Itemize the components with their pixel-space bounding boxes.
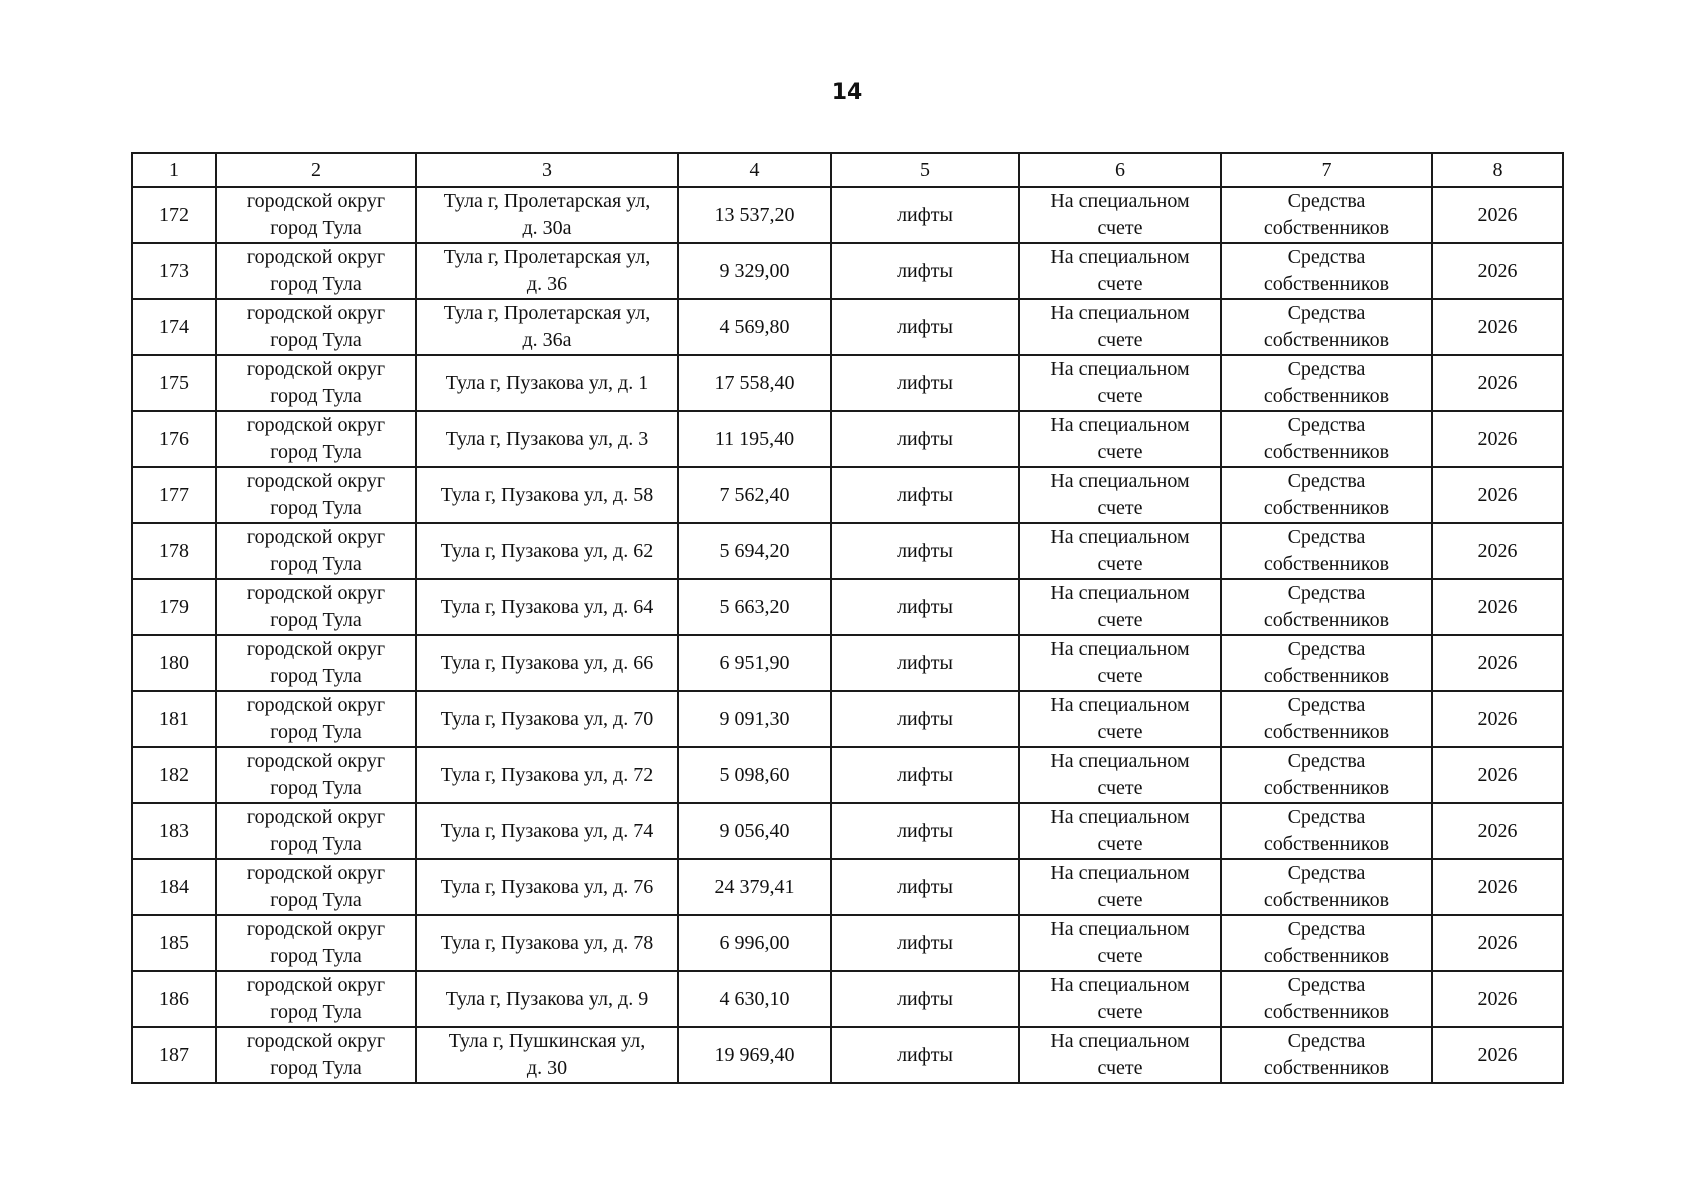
funding-source-cell-line: Средства (1287, 806, 1366, 828)
address-cell-line: Тула г, Пузакова ул, д. 70 (440, 707, 654, 730)
funding-source-cell-line: Средства (1287, 582, 1366, 604)
row-number-cell: 172 (132, 187, 216, 243)
address-cell (416, 635, 678, 691)
district-cell (216, 859, 416, 915)
work-type-cell: лифты (831, 579, 1019, 635)
work-type-cell: лифты (831, 691, 1019, 747)
table-row (132, 971, 1563, 1027)
row-number-cell: 184 (132, 859, 216, 915)
work-type-cell: лифты (831, 299, 1019, 355)
address-cell (416, 747, 678, 803)
funding-source-cell-line: Средства (1287, 862, 1366, 884)
district-cell-line: город Тула (270, 497, 362, 519)
district-cell-line: городской округ (246, 190, 386, 212)
work-type-cell: лифты (831, 523, 1019, 579)
amount-cell: 13 537,20 (678, 187, 831, 243)
column-header: 6 (1019, 153, 1221, 187)
account-cell-line: На специальном (1050, 918, 1190, 940)
row-number-cell: 182 (132, 747, 216, 803)
row-number-cell: 180 (132, 635, 216, 691)
account-cell (1019, 579, 1221, 635)
district-cell (216, 355, 416, 411)
district-cell (216, 971, 416, 1027)
funding-source-cell-line: Средства (1287, 190, 1366, 212)
district-cell-line: городской округ (246, 302, 386, 324)
funding-source-cell-line: собственников (1263, 553, 1390, 575)
table-row (132, 355, 1563, 411)
district-cell-line: городской округ (246, 358, 386, 380)
account-cell (1019, 523, 1221, 579)
account-cell (1019, 915, 1221, 971)
amount-cell: 5 098,60 (678, 747, 831, 803)
account-cell-line: счете (1097, 329, 1143, 351)
district-cell (216, 299, 416, 355)
work-type-cell: лифты (831, 243, 1019, 299)
funding-source-cell (1221, 411, 1432, 467)
funding-source-cell-line: собственников (1263, 889, 1390, 911)
funding-source-cell (1221, 747, 1432, 803)
district-cell (216, 1027, 416, 1083)
table-row (132, 635, 1563, 691)
district-cell-line: город Тула (270, 609, 362, 631)
row-number-cell: 178 (132, 523, 216, 579)
district-cell-line: городской округ (246, 806, 386, 828)
district-cell-line: город Тула (270, 1057, 362, 1079)
work-type-cell: лифты (831, 1027, 1019, 1083)
registry-table (131, 152, 1564, 1084)
funding-source-cell-line: собственников (1263, 385, 1390, 407)
address-cell (416, 467, 678, 523)
account-cell-line: счете (1097, 721, 1143, 743)
address-cell-line: Тула г, Пузакова ул, д. 76 (440, 875, 654, 898)
funding-source-cell-line: Средства (1287, 1030, 1366, 1052)
funding-source-cell-line: собственников (1263, 273, 1390, 295)
funding-source-cell-line: собственников (1263, 665, 1390, 687)
district-cell (216, 187, 416, 243)
account-cell-line: На специальном (1050, 470, 1190, 492)
account-cell (1019, 411, 1221, 467)
account-cell (1019, 1027, 1221, 1083)
row-number-cell: 175 (132, 355, 216, 411)
address-cell-line: Тула г, Пролетарская ул, (443, 190, 651, 212)
amount-cell: 19 969,40 (678, 1027, 831, 1083)
funding-source-cell-line: Средства (1287, 974, 1366, 996)
table-row (132, 579, 1563, 635)
address-cell (416, 355, 678, 411)
address-cell-line: Тула г, Пролетарская ул, (443, 246, 651, 268)
funding-source-cell-line: Средства (1287, 470, 1366, 492)
address-cell (416, 859, 678, 915)
district-cell-line: город Тула (270, 889, 362, 911)
row-number-cell: 176 (132, 411, 216, 467)
district-cell-line: городской округ (246, 582, 386, 604)
address-cell-line: Тула г, Пузакова ул, д. 58 (440, 483, 654, 506)
district-cell (216, 915, 416, 971)
column-header: 8 (1432, 153, 1563, 187)
year-cell: 2026 (1432, 355, 1563, 411)
district-cell-line: город Тула (270, 945, 362, 967)
account-cell-line: На специальном (1050, 190, 1190, 212)
funding-source-cell-line: Средства (1287, 302, 1366, 324)
funding-source-cell (1221, 355, 1432, 411)
column-header: 3 (416, 153, 678, 187)
district-cell-line: городской округ (246, 918, 386, 940)
column-header: 4 (678, 153, 831, 187)
table-row (132, 747, 1563, 803)
funding-source-cell-line: Средства (1287, 694, 1366, 716)
table-row (132, 467, 1563, 523)
account-cell-line: счете (1097, 609, 1143, 631)
funding-source-cell-line: собственников (1263, 945, 1390, 967)
funding-source-cell-line: Средства (1287, 246, 1366, 268)
account-cell-line: счете (1097, 497, 1143, 519)
district-cell-line: город Тула (270, 273, 362, 295)
year-cell: 2026 (1432, 411, 1563, 467)
work-type-cell: лифты (831, 859, 1019, 915)
funding-source-cell (1221, 1027, 1432, 1083)
column-header: 5 (831, 153, 1019, 187)
district-cell (216, 691, 416, 747)
account-cell-line: На специальном (1050, 302, 1190, 324)
year-cell: 2026 (1432, 635, 1563, 691)
funding-source-cell-line: собственников (1263, 1057, 1390, 1079)
row-number-cell: 183 (132, 803, 216, 859)
district-cell-line: город Тула (270, 833, 362, 855)
address-cell (416, 1027, 678, 1083)
table-row (132, 187, 1563, 243)
funding-source-cell (1221, 299, 1432, 355)
address-cell (416, 915, 678, 971)
funding-source-cell-line: собственников (1263, 1001, 1390, 1023)
amount-cell: 6 996,00 (678, 915, 831, 971)
funding-source-cell (1221, 187, 1432, 243)
year-cell: 2026 (1432, 1027, 1563, 1083)
column-header: 2 (216, 153, 416, 187)
funding-source-cell (1221, 579, 1432, 635)
year-cell: 2026 (1432, 579, 1563, 635)
district-cell-line: город Тула (270, 665, 362, 687)
funding-source-cell-line: собственников (1263, 217, 1390, 239)
address-cell-line: Тула г, Пузакова ул, д. 74 (440, 819, 654, 842)
account-cell (1019, 243, 1221, 299)
amount-cell: 11 195,40 (678, 411, 831, 467)
district-cell (216, 467, 416, 523)
address-cell (416, 243, 678, 299)
table-row (132, 1027, 1563, 1083)
account-cell-line: На специальном (1050, 526, 1190, 548)
work-type-cell: лифты (831, 467, 1019, 523)
district-cell (216, 747, 416, 803)
district-cell-line: город Тула (270, 217, 362, 239)
district-cell-line: город Тула (270, 1001, 362, 1023)
row-number-cell: 187 (132, 1027, 216, 1083)
address-cell (416, 803, 678, 859)
district-cell-line: город Тула (270, 721, 362, 743)
work-type-cell: лифты (831, 355, 1019, 411)
funding-source-cell-line: собственников (1263, 329, 1390, 351)
account-cell-line: На специальном (1050, 862, 1190, 884)
account-cell-line: На специальном (1050, 358, 1190, 380)
header-row (132, 153, 1563, 187)
funding-source-cell-line: собственников (1263, 833, 1390, 855)
account-cell-line: счете (1097, 889, 1143, 911)
row-number-cell: 186 (132, 971, 216, 1027)
table-row (132, 411, 1563, 467)
year-cell: 2026 (1432, 691, 1563, 747)
funding-source-cell-line: Средства (1287, 358, 1366, 380)
account-cell (1019, 635, 1221, 691)
row-number-cell: 179 (132, 579, 216, 635)
district-cell-line: городской округ (246, 526, 386, 548)
amount-cell: 4 630,10 (678, 971, 831, 1027)
table-row (132, 691, 1563, 747)
account-cell-line: счете (1097, 441, 1143, 463)
work-type-cell: лифты (831, 635, 1019, 691)
year-cell: 2026 (1432, 971, 1563, 1027)
table-row (132, 523, 1563, 579)
column-header: 7 (1221, 153, 1432, 187)
account-cell (1019, 467, 1221, 523)
funding-source-cell (1221, 243, 1432, 299)
year-cell: 2026 (1432, 187, 1563, 243)
funding-source-cell-line: Средства (1287, 414, 1366, 436)
amount-cell: 9 091,30 (678, 691, 831, 747)
account-cell-line: счете (1097, 1057, 1143, 1079)
amount-cell: 6 951,90 (678, 635, 831, 691)
funding-source-cell (1221, 915, 1432, 971)
account-cell (1019, 299, 1221, 355)
work-type-cell: лифты (831, 971, 1019, 1027)
funding-source-cell (1221, 971, 1432, 1027)
work-type-cell: лифты (831, 915, 1019, 971)
account-cell-line: счете (1097, 385, 1143, 407)
address-cell (416, 691, 678, 747)
row-number-cell: 185 (132, 915, 216, 971)
work-type-cell: лифты (831, 187, 1019, 243)
year-cell: 2026 (1432, 299, 1563, 355)
account-cell (1019, 747, 1221, 803)
address-cell-line: Тула г, Пузакова ул, д. 3 (445, 427, 649, 450)
district-cell (216, 803, 416, 859)
address-cell (416, 579, 678, 635)
funding-source-cell-line: Средства (1287, 918, 1366, 940)
work-type-cell: лифты (831, 803, 1019, 859)
address-cell-line: Тула г, Пузакова ул, д. 64 (440, 595, 654, 618)
amount-cell: 5 694,20 (678, 523, 831, 579)
row-number-cell: 173 (132, 243, 216, 299)
amount-cell: 7 562,40 (678, 467, 831, 523)
account-cell-line: На специальном (1050, 582, 1190, 604)
address-cell-line: Тула г, Пролетарская ул, (443, 302, 651, 324)
account-cell (1019, 803, 1221, 859)
row-number-cell: 174 (132, 299, 216, 355)
address-cell (416, 187, 678, 243)
district-cell (216, 523, 416, 579)
table-row (132, 299, 1563, 355)
year-cell: 2026 (1432, 915, 1563, 971)
work-type-cell: лифты (831, 411, 1019, 467)
address-cell-line: Тула г, Пузакова ул, д. 78 (440, 931, 654, 954)
funding-source-cell (1221, 691, 1432, 747)
district-cell-line: городской округ (246, 862, 386, 884)
account-cell (1019, 691, 1221, 747)
district-cell-line: город Тула (270, 329, 362, 351)
address-cell (416, 523, 678, 579)
row-number-cell: 181 (132, 691, 216, 747)
year-cell: 2026 (1432, 523, 1563, 579)
district-cell-line: городской округ (246, 414, 386, 436)
account-cell-line: На специальном (1050, 1030, 1190, 1052)
address-cell-line: Тула г, Пушкинская ул, (448, 1030, 646, 1052)
account-cell-line: На специальном (1050, 638, 1190, 660)
funding-source-cell-line: Средства (1287, 750, 1366, 772)
address-cell-line: Тула г, Пузакова ул, д. 66 (440, 651, 654, 674)
address-cell-line: д. 30а (522, 217, 572, 239)
account-cell-line: На специальном (1050, 750, 1190, 772)
address-cell (416, 299, 678, 355)
district-cell (216, 243, 416, 299)
funding-source-cell (1221, 635, 1432, 691)
funding-source-cell-line: собственников (1263, 721, 1390, 743)
funding-source-cell (1221, 859, 1432, 915)
address-cell-line: Тула г, Пузакова ул, д. 62 (440, 539, 654, 562)
account-cell-line: На специальном (1050, 974, 1190, 996)
table-row (132, 243, 1563, 299)
district-cell-line: городской округ (246, 638, 386, 660)
district-cell-line: городской округ (246, 974, 386, 996)
account-cell-line: счете (1097, 833, 1143, 855)
table-body (132, 187, 1563, 1083)
year-cell: 2026 (1432, 859, 1563, 915)
year-cell: 2026 (1432, 747, 1563, 803)
address-cell (416, 971, 678, 1027)
page-number: 14 (831, 80, 863, 105)
account-cell-line: счете (1097, 945, 1143, 967)
account-cell-line: На специальном (1050, 806, 1190, 828)
row-number-cell: 177 (132, 467, 216, 523)
table-row (132, 915, 1563, 971)
account-cell-line: На специальном (1050, 246, 1190, 268)
table-row (132, 803, 1563, 859)
district-cell-line: город Тула (270, 777, 362, 799)
funding-source-cell-line: собственников (1263, 497, 1390, 519)
account-cell-line: счете (1097, 665, 1143, 687)
table-row (132, 859, 1563, 915)
column-header: 1 (132, 153, 216, 187)
work-type-cell: лифты (831, 747, 1019, 803)
address-cell-line: д. 36 (526, 273, 568, 295)
account-cell-line: На специальном (1050, 694, 1190, 716)
amount-cell: 9 056,40 (678, 803, 831, 859)
account-cell-line: счете (1097, 217, 1143, 239)
account-cell (1019, 859, 1221, 915)
amount-cell: 5 663,20 (678, 579, 831, 635)
funding-source-cell (1221, 523, 1432, 579)
district-cell-line: город Тула (270, 385, 362, 407)
amount-cell: 17 558,40 (678, 355, 831, 411)
funding-source-cell-line: собственников (1263, 609, 1390, 631)
account-cell (1019, 355, 1221, 411)
district-cell-line: городской округ (246, 750, 386, 772)
account-cell-line: счете (1097, 777, 1143, 799)
year-cell: 2026 (1432, 243, 1563, 299)
funding-source-cell-line: собственников (1263, 777, 1390, 799)
funding-source-cell-line: Средства (1287, 526, 1366, 548)
funding-source-cell-line: собственников (1263, 441, 1390, 463)
address-cell-line: д. 36а (522, 329, 572, 351)
address-cell-line: Тула г, Пузакова ул, д. 9 (445, 987, 649, 1010)
funding-source-cell-line: Средства (1287, 638, 1366, 660)
account-cell (1019, 187, 1221, 243)
district-cell-line: городской округ (246, 246, 386, 268)
account-cell (1019, 971, 1221, 1027)
address-cell-line: Тула г, Пузакова ул, д. 1 (445, 371, 649, 394)
district-cell (216, 411, 416, 467)
address-cell (416, 411, 678, 467)
district-cell (216, 579, 416, 635)
year-cell: 2026 (1432, 803, 1563, 859)
district-cell (216, 635, 416, 691)
district-cell-line: городской округ (246, 694, 386, 716)
district-cell-line: городской округ (246, 1030, 386, 1052)
account-cell-line: На специальном (1050, 414, 1190, 436)
account-cell-line: счете (1097, 273, 1143, 295)
year-cell: 2026 (1432, 467, 1563, 523)
address-cell-line: Тула г, Пузакова ул, д. 72 (440, 763, 654, 786)
account-cell-line: счете (1097, 553, 1143, 575)
amount-cell: 4 569,80 (678, 299, 831, 355)
funding-source-cell (1221, 803, 1432, 859)
district-cell-line: город Тула (270, 553, 362, 575)
amount-cell: 24 379,41 (678, 859, 831, 915)
district-cell-line: городской округ (246, 470, 386, 492)
funding-source-cell (1221, 467, 1432, 523)
amount-cell: 9 329,00 (678, 243, 831, 299)
address-cell-line: д. 30 (526, 1057, 568, 1079)
account-cell-line: счете (1097, 1001, 1143, 1023)
district-cell-line: город Тула (270, 441, 362, 463)
